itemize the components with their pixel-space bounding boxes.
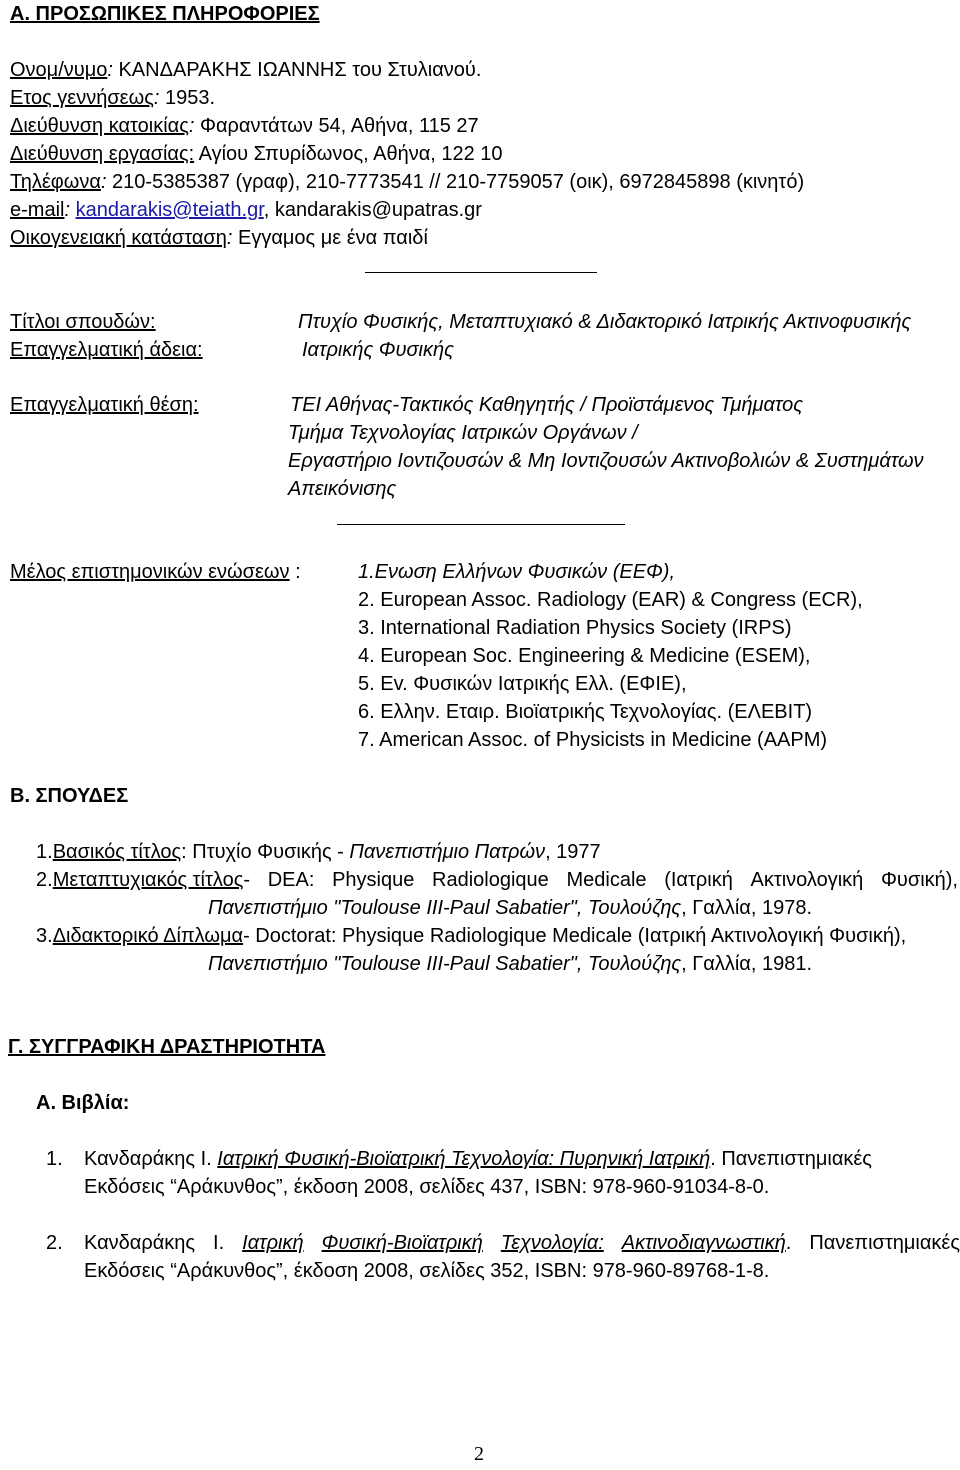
email-line: e-mail: kandarakis@teiath.gr, kandarakis@upatras.gr (10, 199, 482, 221)
name-label: Ονομ/νυμο (10, 59, 108, 81)
degree-3-university: Πανεπιστήμιο "Toulouse III-Paul Sabatier", Τουλούζης (208, 953, 682, 975)
position-line-2: Τμήμα Τεχνολογίας Ιατρικών Οργάνων / (288, 422, 638, 444)
email-link[interactable]: kandarakis@teiath.gr (75, 199, 264, 221)
degree-1-university: Πανεπιστήμιο Πατρών (349, 841, 546, 863)
book-2-line-1: Κανδαράκης Ι. Ιατρική Φυσική-Βιοϊατρική Τεχνολογία: Ακτινοδιαγνωστική. Πανεπιστημιακές (84, 1232, 960, 1254)
email-label: e-mail (10, 199, 65, 221)
position-label: Επαγγελματική θέση: (10, 394, 199, 416)
membership-item: 1.Ενωση Ελλήνων Φυσικών (ΕΕΦ), (358, 561, 676, 583)
degree-2-line-1: 2.Μεταπτυχιακός τίτλος- DEA: Physique Radiologique Medicale (Ιατρική Ακτινολογική Φυσική), (36, 869, 958, 891)
memberships-label-line: Μέλος επιστημονικών ενώσεων : (10, 561, 301, 583)
section-b-heading: Β. ΣΠΟΥΔΕΣ (10, 785, 129, 807)
divider-2 (337, 524, 625, 525)
birth-label: Ετος γεννήσεως (10, 87, 154, 109)
book-2-number: 2. (46, 1232, 63, 1254)
degree-3-label: Διδακτορικό Δίπλωμα (52, 925, 244, 947)
degree-2-label: Μεταπτυχιακός τίτλος (52, 869, 244, 891)
book-1-number: 1. (46, 1148, 63, 1170)
work-address-label: Διεύθυνση εργασίας: (10, 143, 195, 165)
degree-1: 1.Βασικός τίτλος: Πτυχίο Φυσικής - Πανεπιστήμιο Πατρών, 1977 (36, 841, 601, 863)
membership-item: 5. Ev. Φυσικών Ιατρικής Ελλ. (ΕΦΙΕ), (358, 673, 687, 695)
home-address-value: Φαραντάτων 54, Αθήνα, 115 27 (194, 115, 479, 137)
membership-item: 3. International Radiation Physics Society (IRPS) (358, 617, 792, 639)
work-address-line (10, 140, 503, 168)
family-status-line: Οικογενειακή κατάσταση: Εγγαμος με ένα παιδί (10, 227, 428, 249)
email-secondary: , kandarakis@upatras.gr (263, 199, 482, 221)
membership-item: 2. European Assoc. Radiology (EAR) & Congress (ECR), (358, 589, 863, 611)
membership-item: 7. American Assoc. of Physicists in Medicine (AAPM) (358, 729, 828, 751)
divider-1 (365, 272, 597, 273)
phones-value: 210-5385387 (γραφ), 210-7773541 // 210-7759057 (οικ), 6972845898 (κινητό) (106, 171, 805, 193)
position-line-1: ΤΕΙ Αθήνας-Τακτικός Καθηγητής / Προϊστάμενος Τμήματος (290, 394, 803, 416)
family-status-value: Εγγαμος με ένα παιδί (232, 227, 428, 249)
home-address-label: Διεύθυνση κατοικίας (10, 115, 189, 137)
degree-3-line-1: 3.Διδακτορικό Δίπλωμα- Doctorat: Physique Radiologique Medicale (Ιατρική Ακτινολογική Φυσική), (36, 925, 907, 947)
degree-2-line-2: Πανεπιστήμιο "Toulouse III-Paul Sabatier", Τουλούζης, Γαλλία, 1978. (208, 897, 813, 919)
book-1-title: Ιατρική Φυσική-Βιοϊατρική Τεχνολογία: Πυρηνική Ιατρική (217, 1148, 711, 1170)
license-value: Ιατρικής Φυσικής (302, 339, 454, 361)
degree-1-label: Βασικός τίτλος (52, 841, 182, 863)
name-line: Ονομ/νυμο: ΚΑΝΔΑΡΑΚΗΣ ΙΩΑΝΝΗΣ του Στυλιανού. (10, 59, 482, 81)
position-line-3: Εργαστήριο Ιοντιζουσών & Μη Ιοντιζουσών Ακτινοβολιών & Συστημάτων (288, 450, 924, 472)
studies-label: Τίτλοι σπουδών: (10, 311, 156, 333)
phones-label: Τηλέφωνα (10, 171, 101, 193)
book-1-line-2: Εκδόσεις “Αράκυνθος”, έκδοση 2008, σελίδες 437, ISBN: 978-960-91034-8-0. (84, 1176, 770, 1198)
degree-2-university: Πανεπιστήμιο "Toulouse III-Paul Sabatier", Τουλούζης (208, 897, 682, 919)
birth-value: 1953. (159, 87, 215, 109)
license-label: Επαγγελματική άδεια: (10, 339, 203, 361)
membership-item: 6. Ελλην. Εταιρ. Βιοϊατρικής Τεχνολογίας. (ΕΛΕΒΙΤ) (358, 701, 813, 723)
home-address-line: Διεύθυνση κατοικίας: Φαραντάτων 54, Αθήνα, 115 27 (10, 115, 479, 137)
studies-value: Πτυχίο Φυσικής, Μεταπτυχιακό & Διδακτορικό Ιατρικής Ακτινοφυσικής (298, 311, 912, 333)
name-value: ΚΑΝΔΑΡΑΚΗΣ ΙΩΑΝΝΗΣ του Στυλιανού. (112, 59, 482, 81)
book-1-author: Κανδαράκης Ι. (84, 1148, 218, 1170)
books-heading: Α. Βιβλία: (36, 1092, 130, 1114)
book-2-line-2: Εκδόσεις “Αράκυνθος”, έκδοση 2008, σελίδες 352, ISBN: 978-960-89768-1-8. (84, 1260, 770, 1282)
membership-item: 4. European Soc. Engineering & Medicine (ESEM), (358, 645, 811, 667)
section-c-heading: Γ. ΣΥΓΓΡΑΦΙΚΗ ΔΡΑΣΤΗΡΙΟΤΗΤΑ (8, 1036, 326, 1058)
work-address-value: Αγίου Σπυρίδωνος, Αθήνα, 122 10 (194, 143, 503, 165)
family-status-label: Οικογενειακή κατάσταση (10, 227, 227, 249)
page-number: 2 (474, 1443, 484, 1465)
birth-line: Ετος γεννήσεως: 1953. (10, 87, 215, 109)
phones-line: Τηλέφωνα: 210-5385387 (γραφ), 210-7773541 // 210-7759057 (οικ), 6972845898 (κινητό) (10, 171, 805, 193)
section-a-heading: Α. ΠΡΟΣΩΠΙΚΕΣ ΠΛΗΡΟΦΟΡΙΕΣ (10, 3, 320, 25)
position-line-4: Απεικόνισης (288, 478, 397, 500)
memberships-label: Μέλος επιστημονικών ενώσεων (10, 561, 290, 583)
degree-3-line-2: Πανεπιστήμιο "Toulouse III-Paul Sabatier", Τουλούζης, Γαλλία, 1981. (208, 953, 813, 975)
book-1-line-1: Κανδαράκης Ι. Ιατρική Φυσική-Βιοϊατρική Τεχνολογία: Πυρηνική Ιατρική. Πανεπιστημιακές (84, 1148, 872, 1170)
